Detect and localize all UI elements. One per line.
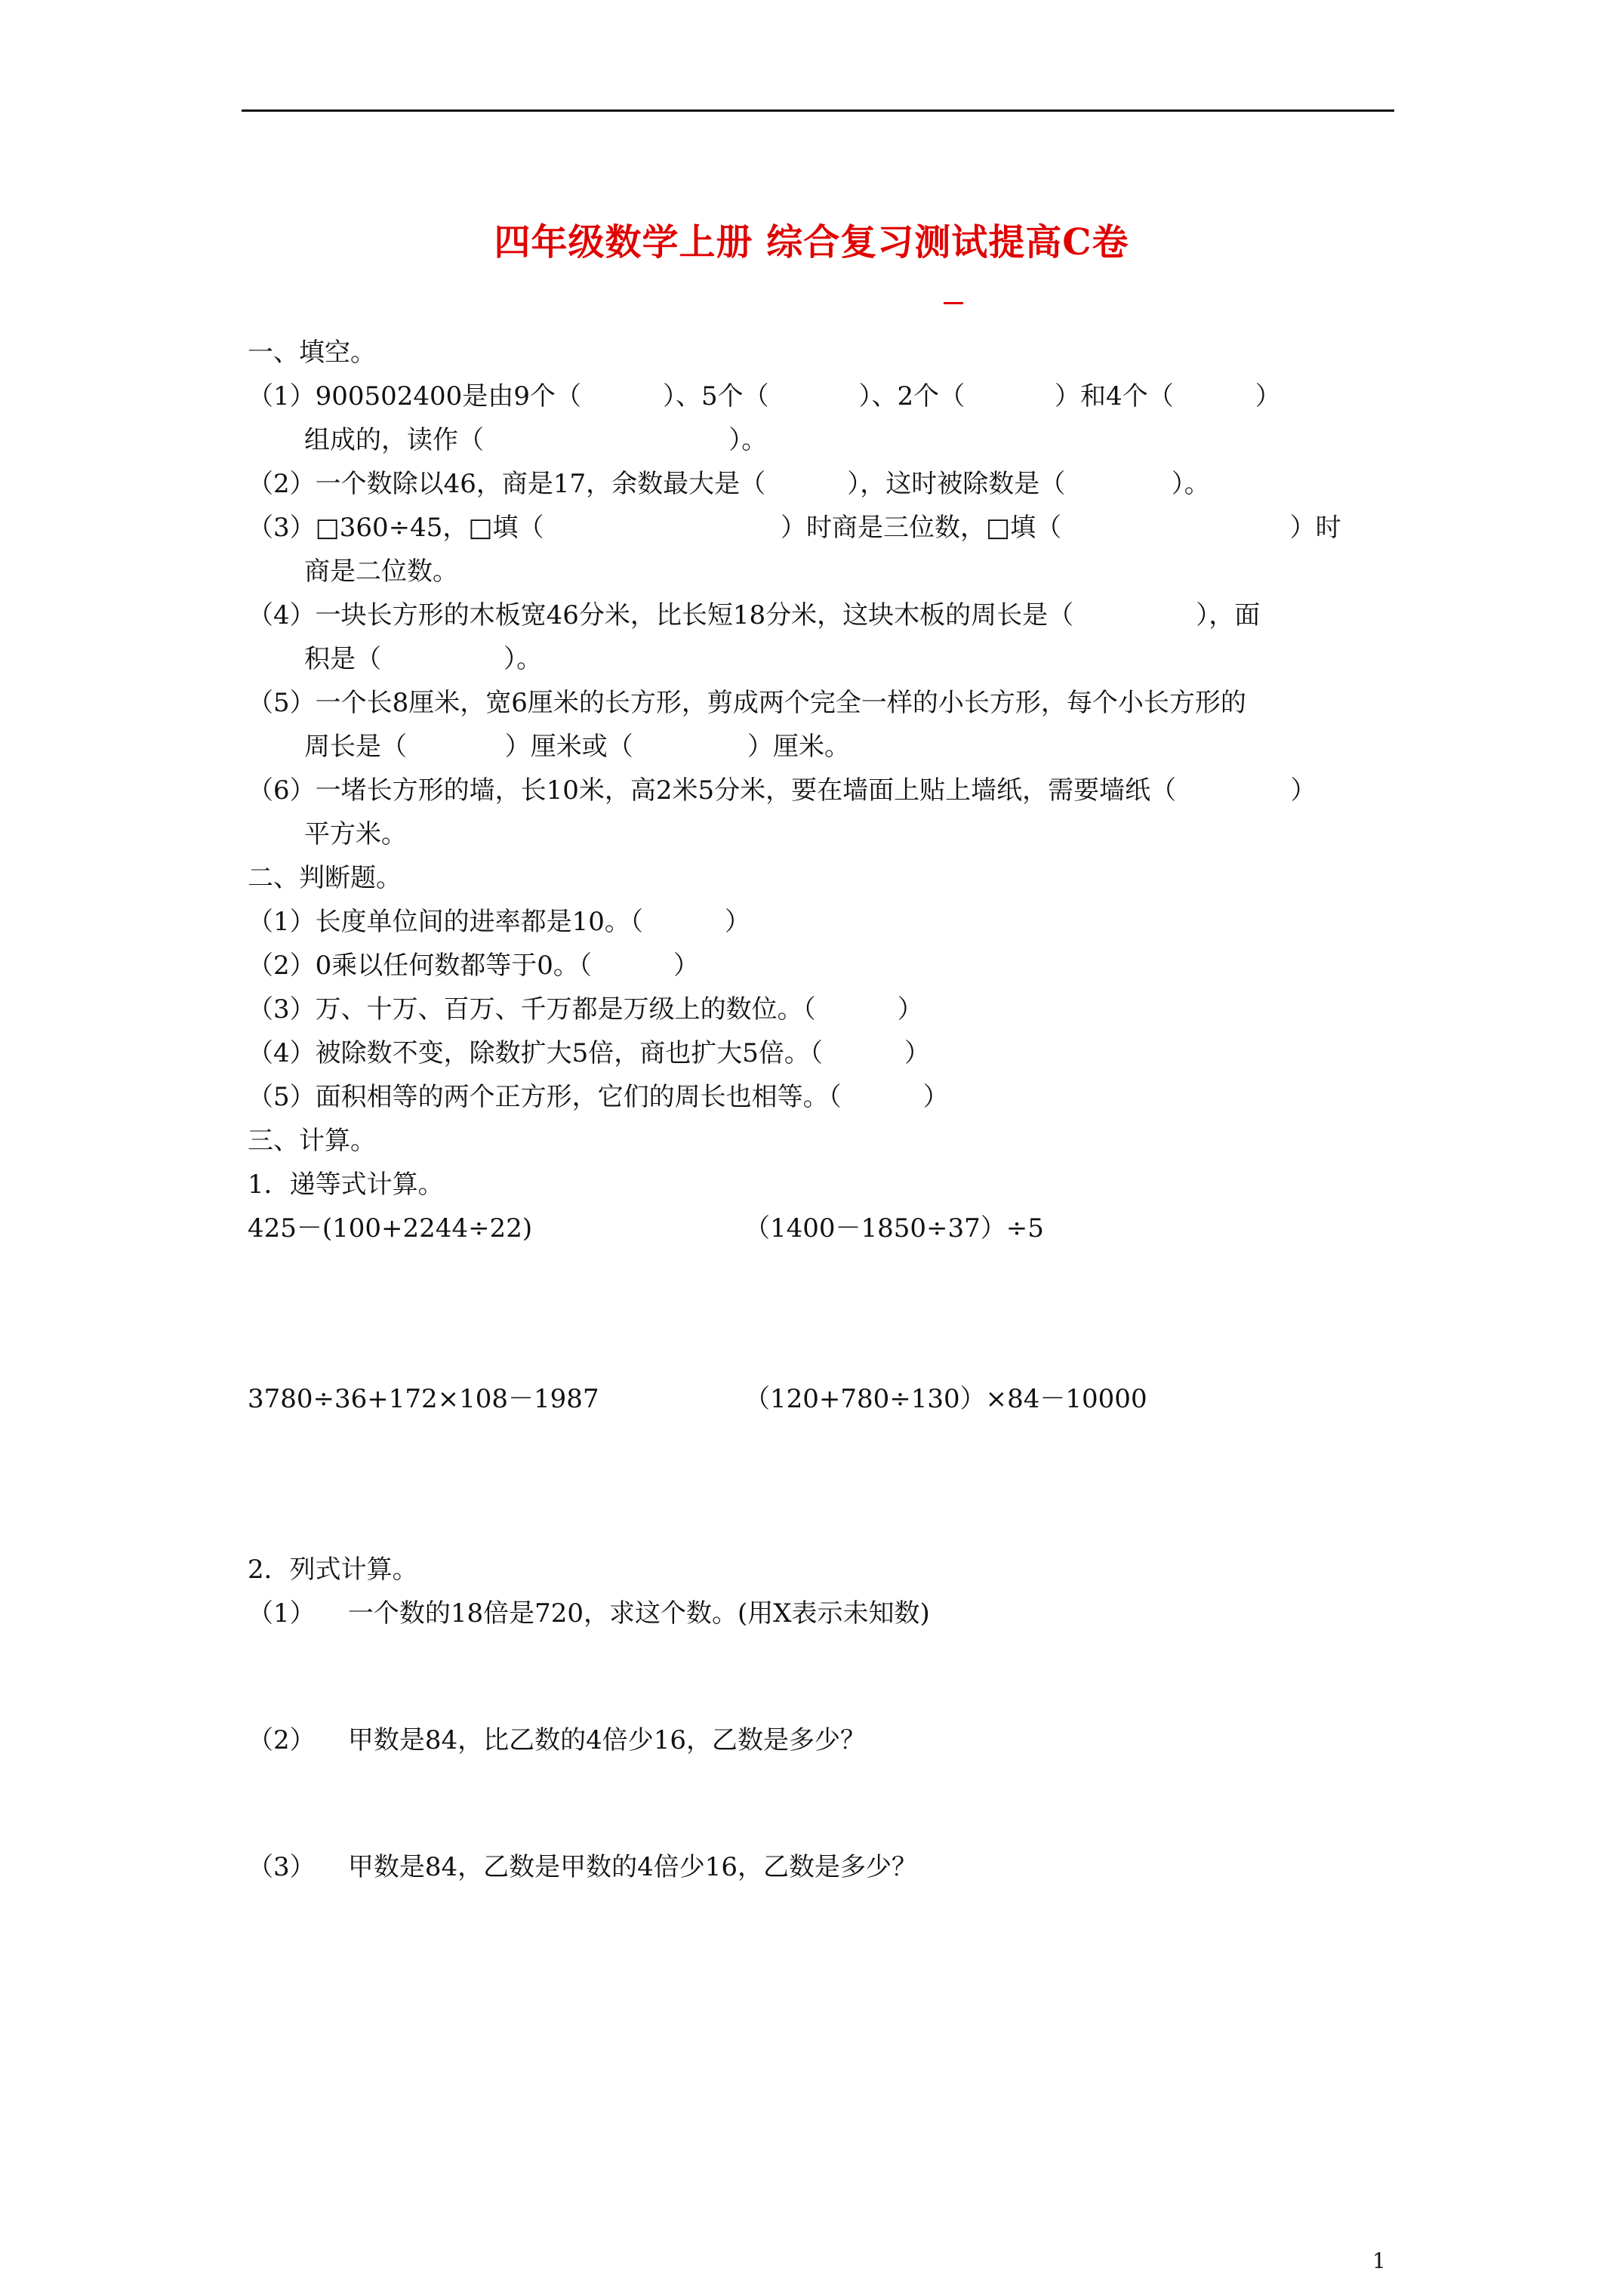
text-line: （2）一个数除以46，商是17，余数最大是（ ），这时被除数是（ ）。 (248, 469, 1210, 499)
text-line: （3）万、十万、百万、千万都是万级上的数位。（ ） (248, 994, 923, 1025)
text-line: （2）0乘以任何数都等于0。（ ） (248, 951, 699, 981)
text-line: （2） 甲数是84，比乙数的4倍少16，乙数是多少？ (248, 1725, 867, 1755)
text-line: 一、填空。 (248, 337, 376, 368)
text-line: （3） 甲数是84，乙数是甲数的4倍少16，乙数是多少？ (248, 1852, 918, 1882)
header-rule (242, 109, 1394, 112)
text-line: （1）900502400是由9个（ ）、5个（ ）、2个（ ）和4个（ ） (248, 381, 1281, 411)
text-line: （1） 一个数的18倍是720，求这个数。(用X表示未知数) (248, 1598, 930, 1629)
text-line: （5）面积相等的两个正方形，它们的周长也相等。（ ） (248, 1082, 949, 1112)
text-line: 平方米。 (304, 819, 407, 849)
text-line: 2．列式计算。 (248, 1555, 418, 1585)
text-line: （120+780÷130）×84－10000 (744, 1384, 1147, 1414)
text-line: （1400－1850÷37）÷5 (744, 1213, 1044, 1244)
page-title: 四年级数学上册 综合复习测试提高C卷 (494, 221, 1129, 264)
text-line: 1．递等式计算。 (248, 1170, 444, 1200)
text-line: 425－(100+2244÷22) (248, 1213, 533, 1244)
text-line: （1）长度单位间的进率都是10。（ ） (248, 907, 750, 937)
page-number: 1 (1372, 2248, 1386, 2273)
text-line: 积是（ ）。 (304, 644, 543, 674)
text-line: 三、计算。 (248, 1126, 376, 1156)
text-line: 周长是（ ）厘米或（ ）厘米。 (304, 732, 850, 762)
text-line: （5）一个长8厘米，宽6厘米的长方形，剪成两个完全一样的小长方形，每个小长方形的 (248, 688, 1246, 718)
text-line: 商是二位数。 (304, 556, 458, 587)
text-line: （6）一堵长方形的墙，长10米，高2米5分米，要在墙面上贴上墙纸，需要墙纸（ ） (248, 775, 1317, 806)
text-line: （4）一块长方形的木板宽46分米，比长短18分米，这块木板的周长是（ ），面 (248, 600, 1261, 630)
text-line: 组成的，读作（ ）。 (304, 425, 768, 455)
text-line: （4）被除数不变，除数扩大5倍，商也扩大5倍。（ ） (248, 1038, 930, 1068)
text-line: 二、判断题。 (248, 863, 402, 893)
text-line: 3780÷36+172×108－1987 (248, 1384, 599, 1414)
title-underline-mark (944, 302, 963, 304)
text-line: （3）□360÷45，□填（ ）时商是三位数，□填（ ）时 (248, 513, 1341, 543)
